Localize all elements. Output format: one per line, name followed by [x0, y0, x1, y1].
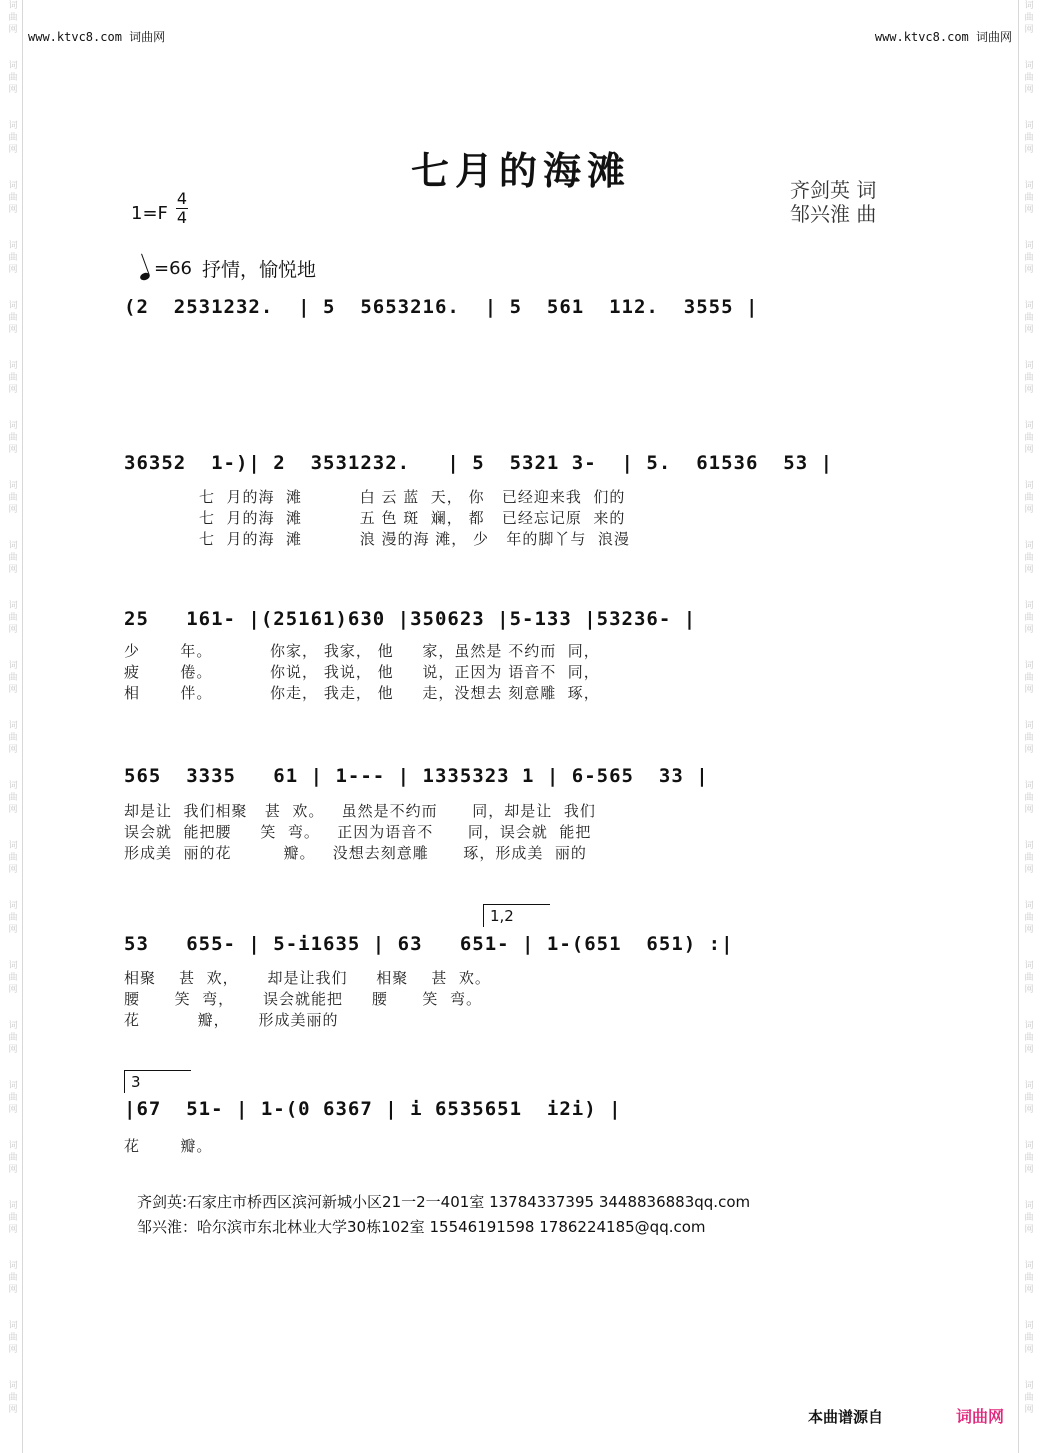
watermark-block	[2, 720, 24, 780]
watermark-block	[1018, 420, 1040, 480]
watermark-char: 词	[1024, 61, 1034, 71]
credits	[790, 178, 876, 226]
watermark-block	[1018, 960, 1040, 1020]
watermark-block	[2, 900, 24, 960]
watermark-char: 词	[1024, 1261, 1034, 1271]
watermark-right	[1018, 0, 1040, 1453]
watermark-char: 词	[1024, 721, 1034, 731]
watermark-char: 网	[1024, 865, 1034, 875]
watermark-block	[1018, 720, 1040, 780]
watermark-block	[2, 420, 24, 480]
watermark-block	[1018, 1140, 1040, 1200]
watermark-char: 曲	[1024, 1153, 1034, 1163]
watermark-char: 网	[8, 625, 18, 635]
watermark-char: 曲	[1024, 193, 1034, 203]
watermark-block	[1018, 540, 1040, 600]
lyrics-line-6-verse-1: 花 瓣。	[124, 1137, 213, 1155]
watermark-char: 曲	[1024, 733, 1034, 743]
watermark-char: 词	[1024, 361, 1034, 371]
watermark-char: 网	[1024, 1045, 1034, 1055]
watermark-char: 词	[8, 721, 18, 731]
watermark-block	[2, 60, 24, 120]
watermark-char: 词	[1024, 961, 1034, 971]
watermark-char: 曲	[8, 253, 18, 263]
watermark-char: 词	[1024, 1, 1034, 11]
watermark-block	[2, 540, 24, 600]
watermark-char: 曲	[1024, 673, 1034, 683]
lyrics-line-5-verse-3: 花 瓣， 形成美丽的	[124, 1011, 339, 1029]
score-line-5: 53 655- | 5-i1635 | 63 651- | 1-(651 651) :|	[124, 933, 734, 955]
lyrics-line-4-verse-2: 误会就 能把腰 笑 弯。 正因为语音不 同，误会就 能把	[124, 823, 592, 841]
score-line-1: (2 2531232. | 5 5653216. | 5 561 112. 3555 |	[124, 296, 759, 318]
watermark-char: 词	[1024, 841, 1034, 851]
watermark-char: 网	[8, 865, 18, 875]
watermark-char: 网	[8, 1105, 18, 1115]
watermark-char: 曲	[1024, 373, 1034, 383]
watermark-char: 网	[8, 805, 18, 815]
watermark-char: 曲	[8, 13, 18, 23]
quarter-note-icon	[139, 272, 151, 282]
watermark-char: 曲	[1024, 853, 1034, 863]
watermark-char: 网	[1024, 1225, 1034, 1235]
watermark-char: 曲	[1024, 913, 1034, 923]
watermark-char: 网	[1024, 1105, 1034, 1115]
watermark-block	[1018, 1380, 1040, 1440]
watermark-char: 曲	[8, 673, 18, 683]
tempo-value: =66	[154, 258, 192, 279]
watermark-block	[1018, 360, 1040, 420]
watermark-char: 网	[1024, 745, 1034, 755]
watermark-char: 曲	[8, 313, 18, 323]
watermark-char: 词	[1024, 1081, 1034, 1091]
right-border	[1018, 0, 1019, 1453]
watermark-char: 词	[1024, 181, 1034, 191]
watermark-char: 曲	[8, 133, 18, 143]
watermark-block	[1018, 600, 1040, 660]
watermark-char: 曲	[1024, 553, 1034, 563]
tempo-marking	[140, 255, 316, 282]
watermark-char: 曲	[8, 493, 18, 503]
watermark-char: 曲	[8, 1033, 18, 1043]
watermark-char: 网	[1024, 925, 1034, 935]
watermark-char: 网	[1024, 445, 1034, 455]
watermark-char: 词	[8, 181, 18, 191]
watermark-block	[2, 1080, 24, 1140]
left-border	[22, 0, 23, 1453]
contact-lyricist: 齐剑英:石家庄市桥西区滨河新城小区21一2一401室 13784337395 3448836883qq.com	[137, 1193, 751, 1211]
watermark-char: 曲	[1024, 1213, 1034, 1223]
watermark-block	[2, 1140, 24, 1200]
watermark-block	[2, 600, 24, 660]
watermark-block	[1018, 0, 1040, 60]
watermark-block	[1018, 660, 1040, 720]
watermark-block	[2, 1260, 24, 1320]
watermark-char: 词	[1024, 601, 1034, 611]
watermark-char: 词	[8, 901, 18, 911]
lyrics-line-3-verse-1: 少 年。 你家， 我家， 他 家，虽然是 不约而 同，	[124, 642, 600, 660]
watermark-char: 曲	[1024, 613, 1034, 623]
lyrics-line-2-verse-1: 七 月的海 滩 白 云 蓝 天， 你 已经迎来我 们的	[124, 488, 626, 506]
lyrics-line-5-verse-2: 腰 笑 弯， 误会就能把 腰 笑 弯。	[124, 990, 482, 1008]
watermark-char: 网	[8, 685, 18, 695]
lyrics-line-2-verse-3: 七 月的海 滩 浪 漫的海 滩， 少 年的脚丫与 浪漫	[124, 530, 630, 548]
watermark-char: 曲	[1024, 1333, 1034, 1343]
volta-first-ending: 1,2	[483, 904, 550, 927]
watermark-block	[1018, 300, 1040, 360]
watermark-block	[1018, 900, 1040, 960]
time-bottom: 4	[176, 208, 188, 227]
watermark-char: 词	[1024, 541, 1034, 551]
watermark-char: 网	[1024, 1345, 1034, 1355]
watermark-char: 网	[8, 745, 18, 755]
watermark-block	[1018, 1320, 1040, 1380]
watermark-char: 网	[1024, 85, 1034, 95]
watermark-char: 词	[1024, 901, 1034, 911]
watermark-char: 曲	[8, 1393, 18, 1403]
volta-second-ending: 3	[124, 1070, 191, 1093]
watermark-char: 曲	[8, 1333, 18, 1343]
watermark-block	[1018, 1260, 1040, 1320]
watermark-char: 词	[1024, 421, 1034, 431]
watermark-char: 曲	[8, 73, 18, 83]
watermark-block	[1018, 1080, 1040, 1140]
source-label: 本曲谱源自	[808, 1408, 884, 1426]
watermark-char: 曲	[8, 913, 18, 923]
watermark-char: 曲	[8, 853, 18, 863]
watermark-char: 网	[8, 25, 18, 35]
watermark-char: 曲	[1024, 1033, 1034, 1043]
watermark-char: 曲	[8, 373, 18, 383]
watermark-char: 网	[8, 1345, 18, 1355]
watermark-char: 网	[1024, 325, 1034, 335]
watermark-block	[2, 300, 24, 360]
lyrics-line-4-verse-1: 却是让 我们相聚 甚 欢。 虽然是不约而 同，却是让 我们	[124, 802, 596, 820]
watermark-char: 词	[8, 121, 18, 131]
brand-link[interactable]: 词曲网	[956, 1407, 1005, 1426]
watermark-char: 词	[8, 1021, 18, 1031]
site-url-right[interactable]: www.ktvc8.com 词曲网	[874, 30, 1012, 44]
watermark-char: 网	[1024, 25, 1034, 35]
score-line-3: 25 161- |(25161)630 |350623 |5-133 |53236- |	[124, 608, 697, 630]
watermark-block	[2, 780, 24, 840]
watermark-char: 词	[8, 601, 18, 611]
watermark-block	[1018, 480, 1040, 540]
watermark-char: 网	[8, 1285, 18, 1295]
watermark-block	[2, 480, 24, 540]
watermark-char: 曲	[8, 553, 18, 563]
watermark-char: 曲	[8, 973, 18, 983]
watermark-char: 词	[8, 481, 18, 491]
watermark-char: 网	[1024, 685, 1034, 695]
watermark-char: 网	[8, 1045, 18, 1055]
lyricist: 齐剑英 词	[790, 178, 877, 202]
watermark-char: 曲	[1024, 1093, 1034, 1103]
watermark-char: 曲	[1024, 973, 1034, 983]
watermark-block	[1018, 780, 1040, 840]
watermark-char: 网	[1024, 505, 1034, 515]
watermark-block	[2, 660, 24, 720]
watermark-char: 曲	[1024, 433, 1034, 443]
watermark-char: 曲	[1024, 13, 1034, 23]
watermark-char: 曲	[1024, 133, 1034, 143]
watermark-char: 网	[1024, 265, 1034, 275]
expression-text: 抒情，愉悦地	[202, 259, 317, 281]
watermark-char: 词	[1024, 1201, 1034, 1211]
watermark-block	[2, 360, 24, 420]
watermark-char: 曲	[8, 1273, 18, 1283]
watermark-char: 词	[1024, 1321, 1034, 1331]
watermark-block	[1018, 1020, 1040, 1080]
watermark-block	[2, 0, 24, 60]
watermark-char: 词	[1024, 1021, 1034, 1031]
watermark-char: 词	[8, 1261, 18, 1271]
watermark-char: 网	[8, 985, 18, 995]
watermark-block	[2, 1380, 24, 1440]
watermark-char: 网	[8, 265, 18, 275]
watermark-char: 词	[8, 421, 18, 431]
watermark-char: 曲	[1024, 793, 1034, 803]
watermark-char: 词	[8, 781, 18, 791]
watermark-char: 曲	[1024, 1393, 1034, 1403]
lyrics-line-4-verse-3: 形成美 丽的花 瓣。 没想去刻意雕 琢，形成美 丽的	[124, 844, 587, 862]
contact-composer: 邹兴淮：哈尔滨市东北林业大学30栋102室 15546191598 1786224185@qq.com	[137, 1218, 706, 1236]
watermark-char: 词	[8, 1, 18, 11]
watermark-char: 网	[8, 1225, 18, 1235]
watermark-char: 词	[8, 1081, 18, 1091]
watermark-char: 网	[1024, 385, 1034, 395]
watermark-char: 网	[8, 385, 18, 395]
song-title: 七月的海滩	[410, 148, 631, 193]
watermark-char: 网	[8, 925, 18, 935]
watermark-block	[1018, 1200, 1040, 1260]
watermark-char: 词	[1024, 481, 1034, 491]
watermark-char: 曲	[8, 193, 18, 203]
watermark-char: 曲	[8, 613, 18, 623]
watermark-char: 曲	[8, 1153, 18, 1163]
watermark-char: 网	[8, 325, 18, 335]
watermark-block	[1018, 240, 1040, 300]
watermark-char: 曲	[8, 733, 18, 743]
watermark-char: 网	[8, 505, 18, 515]
time-top: 4	[176, 189, 188, 208]
watermark-block	[2, 1200, 24, 1260]
watermark-char: 曲	[1024, 313, 1034, 323]
watermark-char: 网	[8, 85, 18, 95]
watermark-char: 网	[1024, 1285, 1034, 1295]
key-signature: 1=F	[131, 203, 168, 224]
watermark-char: 词	[8, 1201, 18, 1211]
watermark-char: 曲	[1024, 1273, 1034, 1283]
lyrics-line-2-verse-2: 七 月的海 滩 五 色 斑 斓， 都 已经忘记原 来的	[124, 509, 626, 527]
watermark-block	[2, 960, 24, 1020]
composer: 邹兴淮 曲	[790, 202, 877, 226]
watermark-char: 网	[1024, 985, 1034, 995]
watermark-char: 曲	[1024, 253, 1034, 263]
watermark-char: 词	[1024, 661, 1034, 671]
watermark-char: 网	[8, 565, 18, 575]
watermark-char: 词	[8, 1321, 18, 1331]
watermark-char: 网	[8, 1165, 18, 1175]
watermark-char: 词	[8, 661, 18, 671]
watermark-char: 网	[1024, 565, 1034, 575]
watermark-char: 词	[8, 1141, 18, 1151]
watermark-char: 网	[8, 205, 18, 215]
watermark-char: 网	[1024, 1165, 1034, 1175]
watermark-char: 词	[8, 361, 18, 371]
watermark-char: 词	[8, 961, 18, 971]
watermark-block	[2, 240, 24, 300]
watermark-block	[2, 1320, 24, 1380]
watermark-char: 曲	[8, 1093, 18, 1103]
watermark-char: 网	[8, 1405, 18, 1415]
watermark-block	[2, 840, 24, 900]
lyrics-line-5-verse-1: 相聚 甚 欢， 却是让我们 相聚 甚 欢。	[124, 969, 491, 987]
watermark-char: 网	[1024, 205, 1034, 215]
watermark-char: 词	[8, 1381, 18, 1391]
watermark-char: 词	[1024, 1141, 1034, 1151]
score-line-6: |67 51- | 1-(0 6367 | i 6535651 i2i) |	[124, 1098, 622, 1120]
watermark-char: 词	[8, 541, 18, 551]
watermark-char: 曲	[8, 1213, 18, 1223]
watermark-char: 词	[8, 301, 18, 311]
score-line-4: 565 3335 61 | 1--- | 1335323 1 | 6-565 33 |	[124, 765, 709, 787]
time-signature	[176, 190, 188, 227]
watermark-char: 曲	[8, 433, 18, 443]
watermark-block	[1018, 840, 1040, 900]
watermark-char: 网	[8, 445, 18, 455]
lyrics-line-3-verse-3: 相 伴。 你走， 我走， 他 走，没想去 刻意雕 琢，	[124, 684, 600, 702]
watermark-char: 词	[1024, 241, 1034, 251]
watermark-char: 词	[1024, 121, 1034, 131]
watermark-char: 词	[8, 241, 18, 251]
score-line-2: 36352 1-)| 2 3531232. | 5 5321 3- | 5. 61536 53 |	[124, 452, 834, 474]
watermark-char: 词	[8, 841, 18, 851]
watermark-char: 曲	[1024, 73, 1034, 83]
lyrics-line-3-verse-2: 疲 倦。 你说， 我说， 他 说，正因为 语音不 同，	[124, 663, 600, 681]
watermark-char: 词	[1024, 781, 1034, 791]
watermark-block	[2, 1020, 24, 1080]
watermark-left	[2, 0, 24, 1453]
watermark-char: 网	[1024, 1405, 1034, 1415]
watermark-char: 网	[8, 145, 18, 155]
watermark-char: 词	[1024, 301, 1034, 311]
watermark-block	[1018, 60, 1040, 120]
watermark-char: 曲	[8, 793, 18, 803]
watermark-char: 词	[1024, 1381, 1034, 1391]
watermark-char: 词	[8, 61, 18, 71]
watermark-char: 曲	[1024, 493, 1034, 503]
watermark-char: 网	[1024, 805, 1034, 815]
watermark-char: 网	[1024, 145, 1034, 155]
site-url-left[interactable]: www.ktvc8.com 词曲网	[28, 30, 166, 44]
watermark-char: 网	[1024, 625, 1034, 635]
